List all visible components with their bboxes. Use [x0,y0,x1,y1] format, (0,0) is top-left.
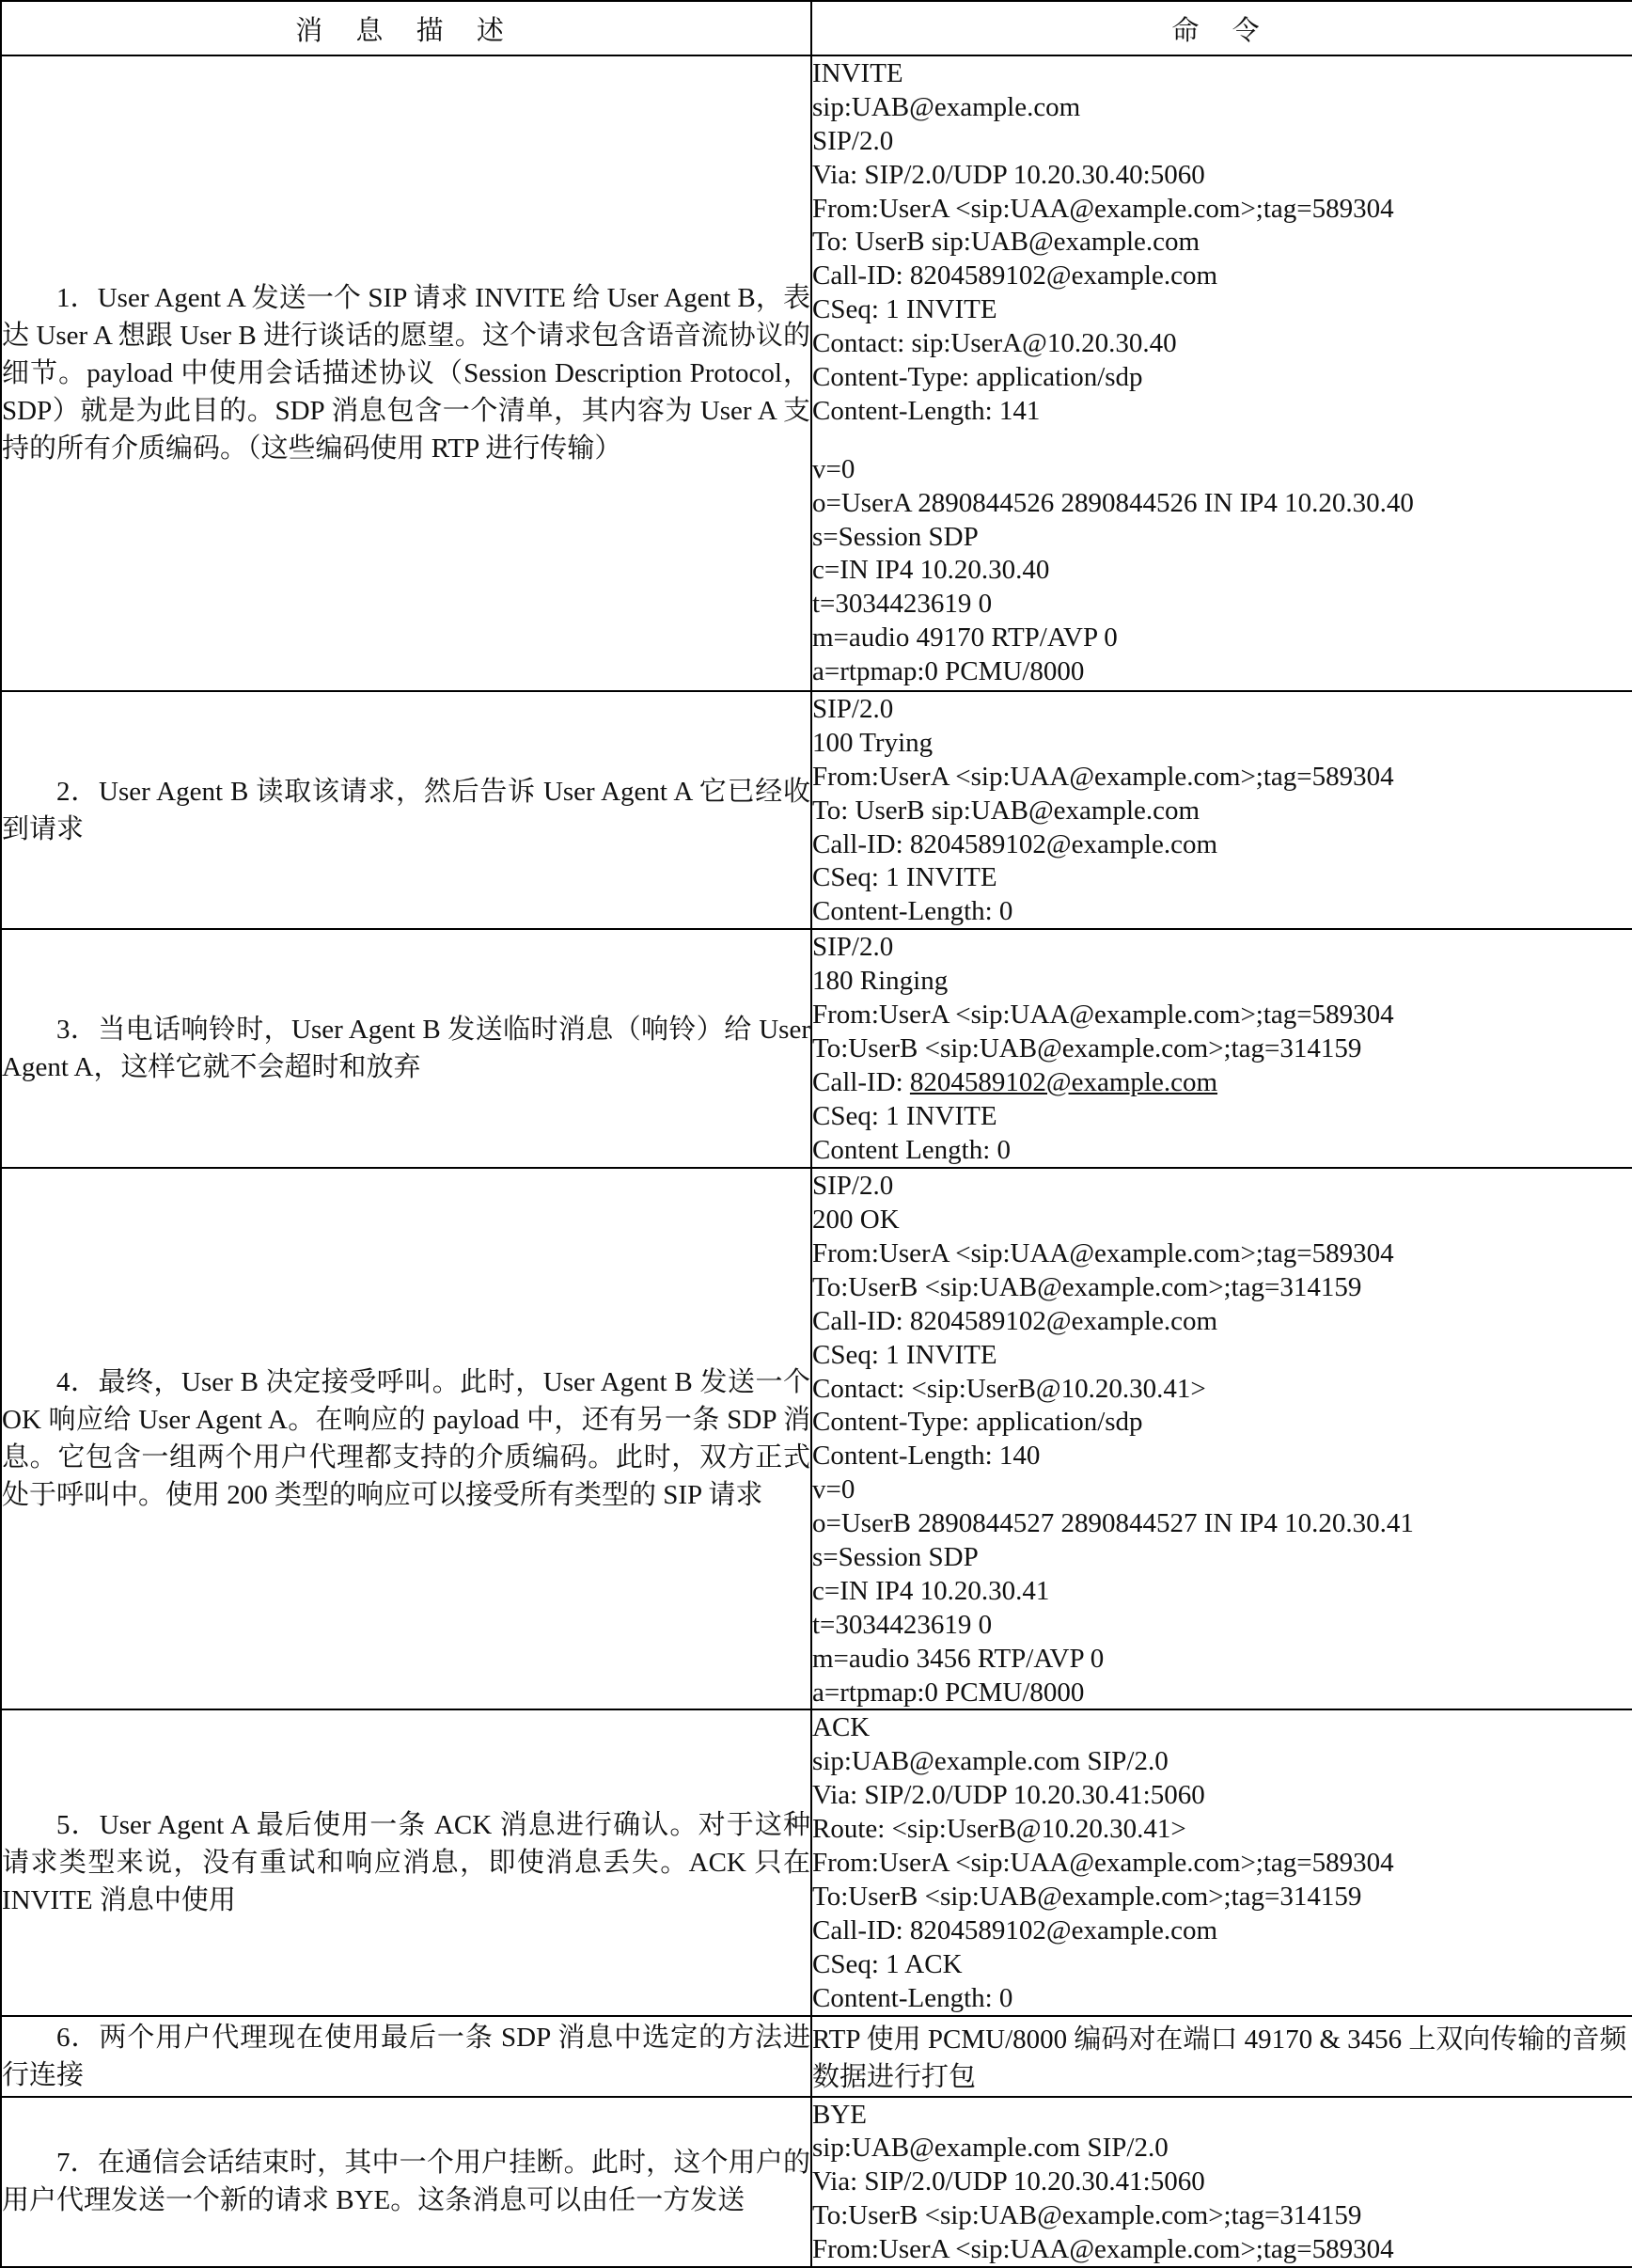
row-7-command [811,2097,1632,2267]
row-5-description-text: 5．User Agent A 最后使用一条 ACK 消息进行确认。对于这种请求类型来说，没有重试和响应消息，即使消息丢失。ACK 只在 INVITE 消息中使用 [2,1809,810,1915]
command-line: s=Session SDP [812,521,979,552]
command-line: From:UserA <sip:UAA@example.com>;tag=589304 [812,761,1394,792]
row-6-description [1,2016,811,2097]
command-line: INVITE [812,58,903,88]
row-2-description [1,691,811,929]
command-line: s=Session SDP [812,1542,979,1573]
command-line: m=audio 3456 RTP/AVP 0 [812,1643,1105,1674]
command-line: BYE [812,2099,867,2130]
command-line: CSeq: 1 INVITE [812,294,997,325]
command-line: From:UserA <sip:UAA@example.com>;tag=589304 [812,2234,1394,2265]
command-line: o=UserB 2890844527 2890844527 IN IP4 10.20.30.41 [812,1508,1414,1539]
command-line: ACK [812,1712,871,1743]
command-line: a=rtpmap:0 PCMU/8000 [812,656,1085,687]
command-line: Contact: <sip:UserB@10.20.30.41> [812,1373,1206,1404]
command-line: CSeq: 1 ACK [812,1948,963,1979]
call-id-underlined: 8204589102@example.com [909,1066,1218,1097]
call-id-label: Call-ID: [812,1066,910,1097]
command-line: 200 OK [812,1205,900,1236]
command-line: a=rtpmap:0 PCMU/8000 [812,1677,1085,1708]
command-line: o=UserA 2890844526 2890844526 IN IP4 10.20.30.40 [812,487,1414,518]
command-line: To:UserB <sip:UAB@example.com>;tag=314159 [812,1271,1362,1302]
row-1-description-text: 1．User Agent A 发送一个 SIP 请求 INVITE 给 User Agent B，表达 User A 想跟 User B 进行谈话的愿望。这个请求包含语音流协议的细节。payload 中使用会话描述协议（Session Description Protocol，SDP）就是为此目的。SDP 消息包含一个清单，其内容为 User A 支持的所有介质编码。（这些编码使用 RTP 进行传输） [2,283,810,464]
row-3-description-text: 3．当电话响铃时，User Agent B 发送临时消息（响铃）给 User Agent A，这样它就不会超时和放弃 [2,1015,810,1083]
command-line: Content-Length: 140 [812,1441,1041,1472]
command-line: t=3034423619 0 [812,589,993,620]
command-line: Call-ID: 8204589102@example.com [812,828,1218,859]
row-5-description [1,1709,811,2015]
row-3-description [1,929,811,1168]
command-line: To:UserB <sip:UAB@example.com>;tag=314159 [812,2200,1362,2231]
command-line: SIP/2.0 [812,932,894,963]
table-row [1,691,1632,929]
command-line: To: UserB sip:UAB@example.com [812,227,1200,258]
command-line: CSeq: 1 INVITE [812,1339,997,1370]
command-line: Via: SIP/2.0/UDP 10.20.30.41:5060 [812,1780,1205,1811]
row-3-command [811,929,1632,1168]
row-1-description [1,55,811,691]
row-4-command [811,1168,1632,1709]
command-line: SIP/2.0 [812,1171,894,1202]
table-row [1,1709,1632,2015]
command-line: CSeq: 1 INVITE [812,1100,997,1131]
command-line: v=0 [812,1474,855,1505]
command-line: v=0 [812,453,855,484]
row-2-description-text: 2．User Agent B 读取该请求，然后告诉 User Agent A 它已经收到请求 [2,776,810,844]
row-2-command [811,691,1632,929]
command-line: c=IN IP4 10.20.30.40 [812,555,1050,586]
command-line: Content-Type: application/sdp [812,362,1143,393]
command-line: Content-Length: 0 [812,1982,1013,2013]
command-line: c=IN IP4 10.20.30.41 [812,1575,1050,1606]
table-row [1,55,1632,691]
command-line: From:UserA <sip:UAA@example.com>;tag=589304 [812,193,1394,224]
command-line: t=3034423619 0 [812,1609,993,1640]
command-line: Via: SIP/2.0/UDP 10.20.30.40:5060 [812,159,1205,190]
command-line: From:UserA <sip:UAA@example.com>;tag=589304 [812,1238,1394,1269]
command-blank-line [812,428,1632,452]
command-line: 180 Ringing [812,966,949,997]
command-line: Call-ID: 8204589102@example.com [812,1305,1218,1336]
command-line: Content-Length: 0 [812,896,1013,927]
row-7-description [1,2097,811,2267]
command-line: CSeq: 1 INVITE [812,862,997,893]
command-line: Via: SIP/2.0/UDP 10.20.30.41:5060 [812,2166,1205,2197]
table-header-row [1,1,1632,55]
row-6-command [811,2016,1632,2097]
command-line: To:UserB <sip:UAB@example.com>;tag=314159 [812,1881,1362,1912]
command-line: Content Length: 0 [812,1134,1012,1165]
command-line: Content-Type: application/sdp [812,1407,1143,1438]
table-row [1,1168,1632,1709]
command-line: Content-Length: 141 [812,395,1041,426]
command-line: sip:UAB@example.com [812,91,1081,122]
row-6-description-text: 6．两个用户代理现在使用最后一条 SDP 消息中选定的方法进行连接 [2,2022,810,2090]
row-7-description-text: 7．在通信会话结束时，其中一个用户挂断。此时，这个用户的用户代理发送一个新的请求 BYE。这条消息可以由任一方发送 [2,2148,810,2216]
command-line: Contact: sip:UserA@10.20.30.40 [812,328,1177,359]
command-line: From:UserA <sip:UAA@example.com>;tag=589304 [812,1848,1394,1879]
command-line: 100 Trying [812,727,934,758]
header-description [1,1,811,55]
table-row [1,2097,1632,2267]
command-line: From:UserA <sip:UAA@example.com>;tag=589304 [812,1000,1394,1031]
command-line [812,1065,1632,1099]
header-command [811,1,1632,55]
command-line: Call-ID: 8204589102@example.com [812,260,1218,291]
row-1-command [811,55,1632,691]
command-line: sip:UAB@example.com SIP/2.0 [812,1746,1169,1777]
command-line: m=audio 49170 RTP/AVP 0 [812,622,1118,654]
row-5-command [811,1709,1632,2015]
command-line: SIP/2.0 [812,125,894,156]
command-line: SIP/2.0 [812,694,894,724]
command-line: To:UserB <sip:UAB@example.com>;tag=314159 [812,1032,1362,1063]
header-command-label: 命 令 [1171,15,1273,46]
row-4-description-text: 4．最终，User B 决定接受呼叫。此时，User Agent B 发送一个 OK 响应给 User Agent A。在响应的 payload 中，还有另一条 SDP 消息。它包含一组两个用户代理都支持的介质编码。此时，双方正式处于呼叫中。使用 200 类型的响应可以接受所有类型的 SIP 请求 [2,1367,810,1511]
command-line: Route: <sip:UserB@10.20.30.41> [812,1814,1186,1845]
header-description-label: 消 息 描 述 [295,15,517,46]
command-text: RTP 使用 PCMU/8000 编码对在端口 49170 & 3456 上双向传输的音频数据进行打包 [812,2024,1627,2092]
table-row [1,929,1632,1168]
command-line: sip:UAB@example.com SIP/2.0 [812,2133,1169,2164]
table-row [1,2016,1632,2097]
command-line: Call-ID: 8204589102@example.com [812,1914,1218,1945]
row-4-description [1,1168,811,1709]
command-line: To: UserB sip:UAB@example.com [812,795,1200,826]
